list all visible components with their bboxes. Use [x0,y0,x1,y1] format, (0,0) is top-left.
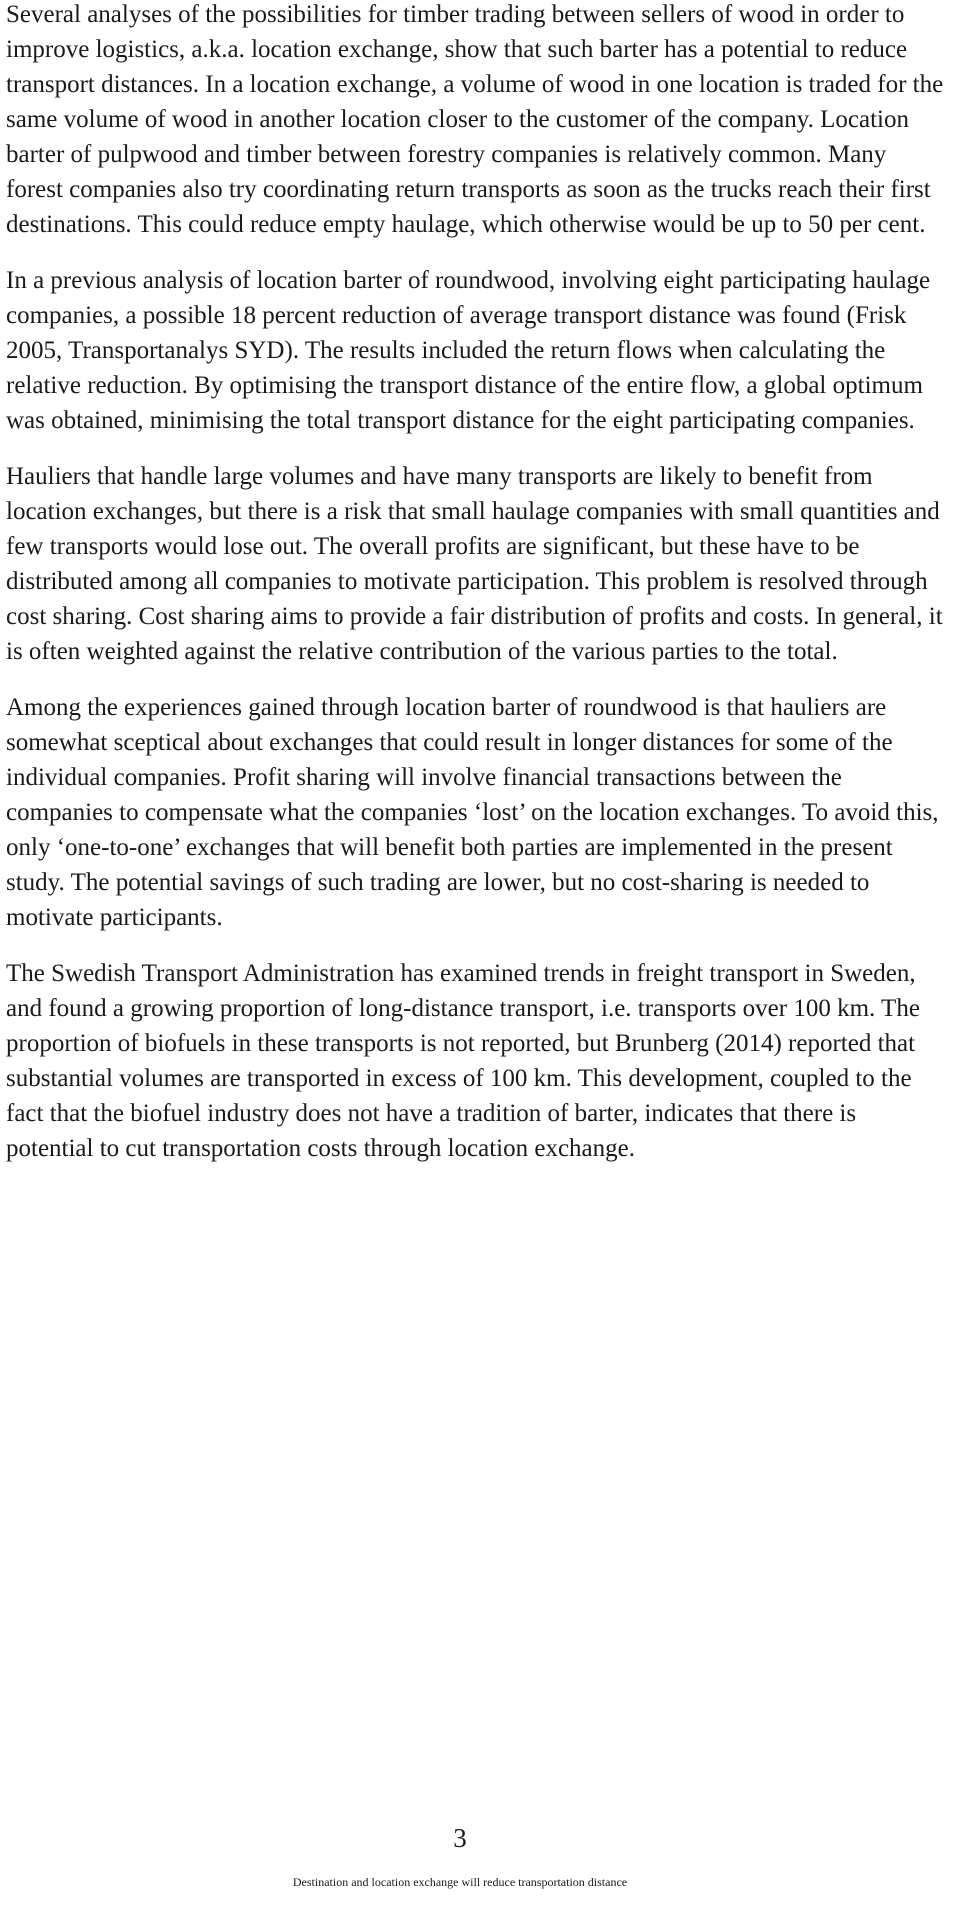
document-body [6,0,944,1187]
paragraph-experiences: Among the experiences gained through location barter of roundwood is that hauliers are somewhat sceptical about exchanges that could result in longer distances for some of the individual companies. Profit sharing will involve financial transactions between the companies to compensate what the companies ‘lost’ on the location exchanges. To avoid this, only ‘one-to-one’ exchanges that will benefit both parties are implemented in the present study. The potential savings of such trading are lower, but no cost-sharing is needed to motivate participants. [6,694,939,931]
page-number: 3 [453,1823,467,1853]
footer-title: Destination and location exchange will reduce transportation distance [292,1875,628,1889]
paragraph-previous-analysis: In a previous analysis of location barter of roundwood, involving eight participating haulage companies, a possible 18 percent reduction of average transport distance was found (Frisk 2005, Transportanalys SYD). The results included the return flows when calculating the relative reduction. By optimising the transport distance of the entire flow, a global optimum was obtained, minimising the total transport distance for the eight participating companies. [6,267,931,434]
paragraph-hauliers-cost-sharing: Hauliers that handle large volumes and have many transports are likely to benefit from location exchanges, but there is a risk that small haulage companies with small quantities and few transports would lose out. The overall profits are significant, but these have to be distributed among all companies to motivate participation. This problem is resolved through cost sharing. Cost sharing aims to provide a fair distribution of profits and costs. In general, it is often weighted against the relative contribution of the various parties to the total. [6,463,943,665]
paragraph-location-exchange-intro: Several analyses of the possibilities for timber trading between sellers of wood in order to improve logistics, a.k.a. location exchange, show that such barter has a potential to reduce transport distances. In a location exchange, a volume of wood in one location is traded for the same volume of wood in another location closer to the customer of the company. Location barter of pulpwood and timber between forestry companies is relatively common. Many forest companies also try coordinating return transports as soon as the trucks reach their first destinations. This could reduce empty haulage, which otherwise would be up to 50 per cent. [6,1,944,238]
paragraph-transport-administration: The Swedish Transport Administration has examined trends in freight transport in Sweden, and found a growing proportion of long-distance transport, i.e. transports over 100 km. The proportion of biofuels in these transports is not reported, but Brunberg (2014) reported that substantial volumes are transported in excess of 100 km. This development, coupled to the fact that the biofuel industry does not have a tradition of barter, indicates that there is potential to cut transportation costs through location exchange. [6,960,920,1162]
